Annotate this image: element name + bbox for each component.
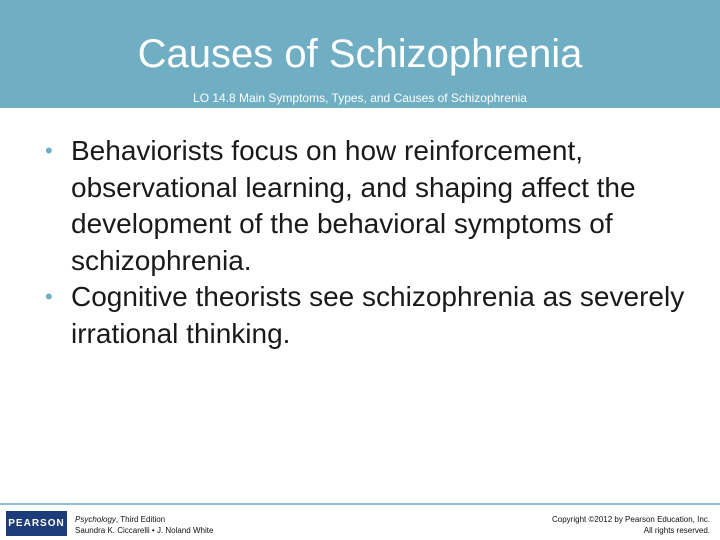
bullet-item (45, 133, 705, 279)
slide-title: Causes of Schizophrenia (137, 32, 583, 76)
bullet-item (45, 279, 705, 352)
book-edition: , Third Edition (115, 515, 166, 524)
rights-text: All rights reserved. (643, 526, 710, 535)
learning-objective: LO 14.8 Main Symptoms, Types, and Causes of Schizophrenia (193, 91, 527, 105)
bullet-icon: • (45, 138, 53, 163)
footer-divider (0, 503, 720, 505)
slide-header (0, 0, 720, 108)
bullet-text: Cognitive theorists see schizophrenia as severely irrational thinking. (71, 281, 685, 349)
copyright-notice (552, 514, 710, 536)
book-title: Psychology (75, 515, 116, 524)
pearson-logo: PEARSON (6, 511, 67, 536)
copyright-text: Copyright ©2012 by Pearson Education, Inc. (552, 515, 710, 524)
bullet-text: Behaviorists focus on how reinforcement, observational learning, and shaping affect the development of the behavioral symptoms of schizophrenia. (71, 135, 636, 276)
bullet-list (45, 133, 705, 352)
book-citation (75, 514, 213, 536)
bullet-icon: • (45, 284, 53, 309)
book-authors: Saundra K. Ciccarelli • J. Noland White (75, 526, 214, 535)
